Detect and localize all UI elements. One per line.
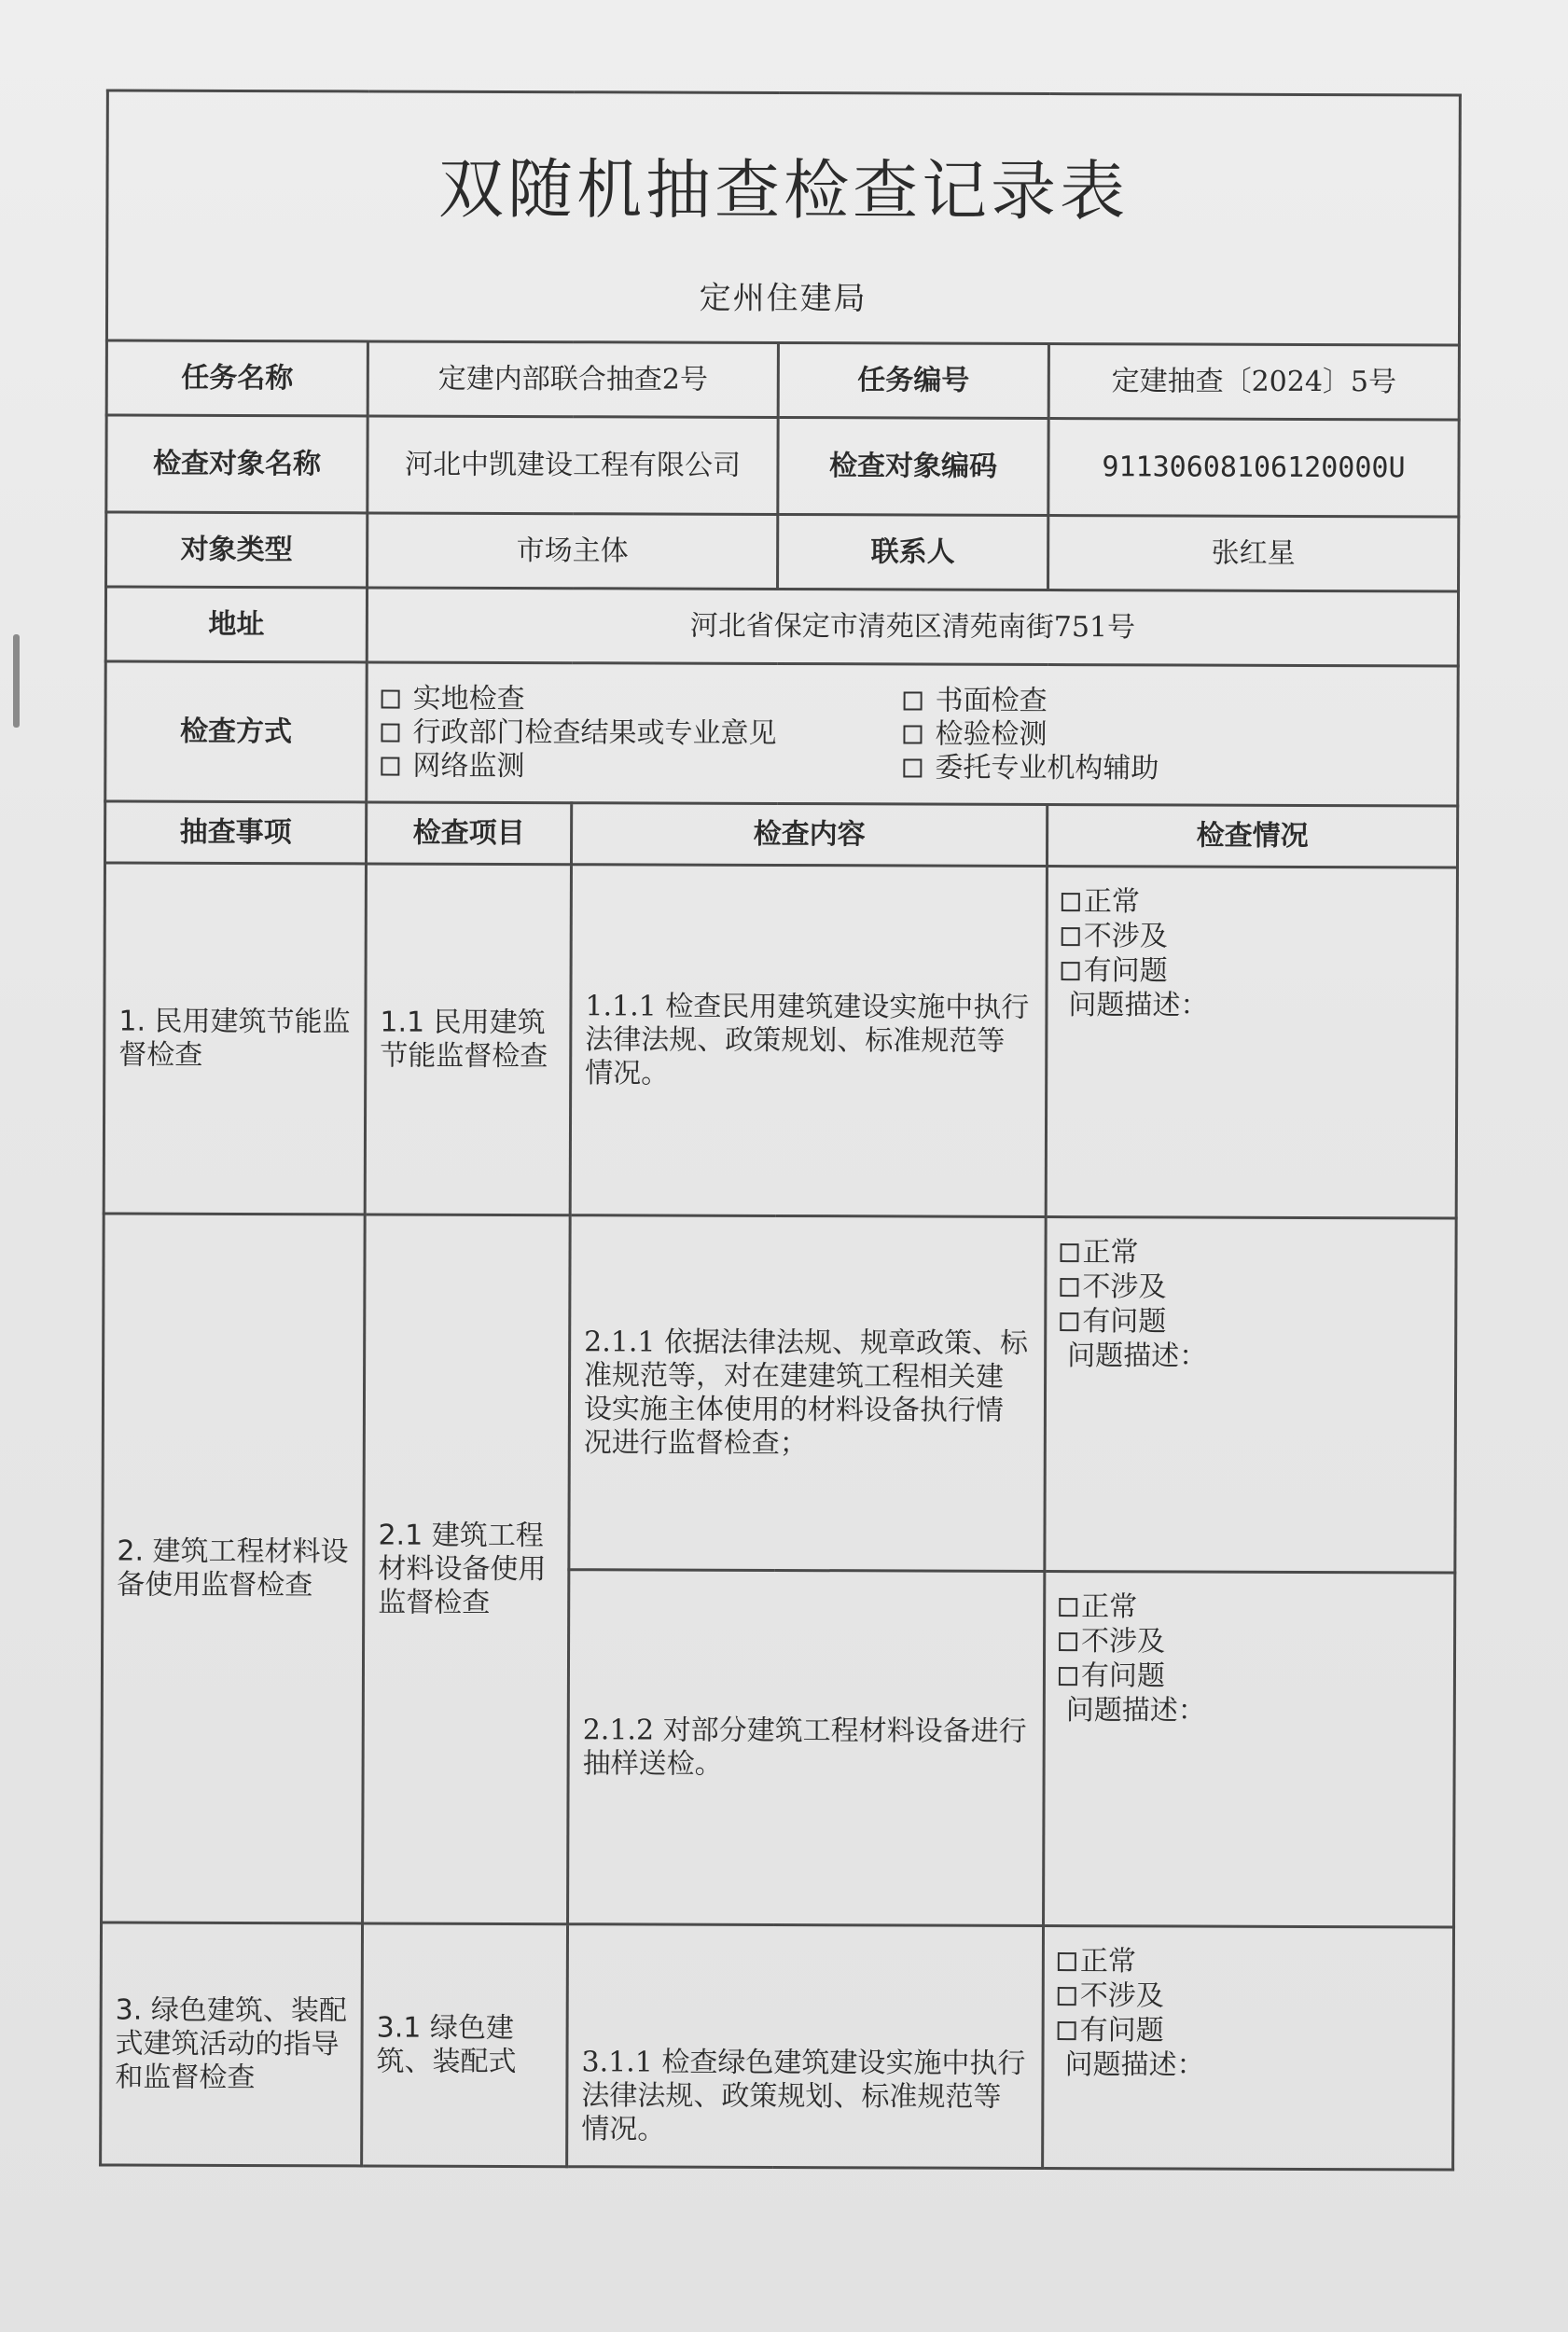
checkbox-icon[interactable] xyxy=(1059,1598,1077,1617)
task-no-label: 任务编号 xyxy=(778,342,1048,418)
document-title: 双随机抽查检查记录表 xyxy=(437,150,1130,229)
table-row xyxy=(101,1923,1454,2170)
target-type-value: 市场主体 xyxy=(368,513,778,590)
project-cell: 1.1 民用建筑节能监督检查 xyxy=(365,864,571,1215)
target-name-value: 河北中凯建设工程有限公司 xyxy=(368,416,778,515)
status-not-applicable[interactable]: 不涉及 xyxy=(1062,919,1443,954)
target-code-value: 91130608106120000U xyxy=(1048,418,1459,517)
checkbox-icon[interactable] xyxy=(904,691,923,710)
matter-cell: 1. 民用建筑节能监督检查 xyxy=(104,863,366,1215)
status-cell xyxy=(1043,1925,1454,2170)
status-normal[interactable]: 正常 xyxy=(1062,884,1443,920)
status-cell xyxy=(1046,866,1457,1218)
checkbox-icon[interactable] xyxy=(1060,1312,1078,1331)
task-name-label: 任务名称 xyxy=(106,340,368,416)
address-label: 地址 xyxy=(105,587,367,662)
status-normal[interactable]: 正常 xyxy=(1059,1589,1440,1625)
problem-description-label: 问题描述： xyxy=(1068,989,1209,1022)
checkbox-icon[interactable] xyxy=(381,757,399,775)
content-cell: 2.1.2 对部分建筑工程材料设备进行抽样送检。 xyxy=(568,1570,1045,1926)
matter-cell: 3. 绿色建筑、装配式建筑活动的指导和监督检查 xyxy=(101,1923,363,2166)
problem-description-label: 问题描述： xyxy=(1067,1340,1208,1373)
status-problem[interactable]: 有问题 xyxy=(1060,1304,1441,1340)
task-name-value: 定建内部联合抽查2号 xyxy=(368,341,778,418)
header-status: 检查情况 xyxy=(1047,804,1457,868)
project-cell: 3.1 绿色建筑、装配式 xyxy=(362,1923,568,2167)
status-not-applicable[interactable]: 不涉及 xyxy=(1059,1624,1440,1659)
table-row xyxy=(104,863,1457,1218)
checkbox-icon[interactable] xyxy=(903,758,922,777)
table-row xyxy=(103,1214,1456,1573)
header-project: 检查项目 xyxy=(366,802,571,865)
checkbox-icon[interactable] xyxy=(382,689,400,708)
checkbox-icon[interactable] xyxy=(1058,1952,1076,1971)
contact-value: 张红星 xyxy=(1048,515,1459,591)
method-option[interactable]: 网络监测 xyxy=(381,749,903,784)
project-cell: 2.1 建筑工程材料设备使用监督检查 xyxy=(363,1215,571,1924)
status-problem[interactable]: 有问题 xyxy=(1059,1659,1440,1694)
inspection-record-form xyxy=(99,89,1462,2171)
target-type-label: 对象类型 xyxy=(106,512,368,588)
inspection-method-options xyxy=(367,662,1459,806)
problem-description-label: 问题描述： xyxy=(1065,1694,1206,1728)
content-cell: 2.1.1 依据法律法规、规章政策、标准规范等，对在建建筑工程相关建设实施主体使用的材料设备执行情况进行监督检查； xyxy=(569,1215,1046,1572)
status-not-applicable[interactable]: 不涉及 xyxy=(1060,1270,1441,1305)
matter-cell: 2. 建筑工程材料设备使用监督检查 xyxy=(102,1214,366,1923)
document-issuer: 定州住建局 xyxy=(699,279,867,317)
form-title-cell xyxy=(106,90,1460,345)
target-name-label: 检查对象名称 xyxy=(106,415,368,513)
checkbox-icon[interactable] xyxy=(903,725,922,743)
method-option[interactable]: 委托专业机构辅助 xyxy=(903,751,1159,785)
checkbox-icon[interactable] xyxy=(1059,1632,1077,1651)
content-cell: 1.1.1 检查民用建筑建设实施中执行法律法规、政策规划、标准规范等情况。 xyxy=(570,865,1047,1217)
method-options-right xyxy=(903,684,1159,785)
contact-label: 联系人 xyxy=(778,514,1048,590)
status-cell xyxy=(1044,1571,1455,1927)
status-not-applicable[interactable]: 不涉及 xyxy=(1058,1978,1439,2014)
task-no-value: 定建抽查〔2024〕5号 xyxy=(1048,343,1459,420)
inspection-method-label: 检查方式 xyxy=(105,661,368,802)
checkbox-icon[interactable] xyxy=(1060,1278,1078,1297)
checkbox-icon[interactable] xyxy=(1058,1987,1076,2006)
header-content: 检查内容 xyxy=(571,803,1047,867)
staple-mark xyxy=(13,634,20,728)
checkbox-icon[interactable] xyxy=(1061,1243,1079,1262)
content-cell: 3.1.1 检查绿色建筑建设实施中执行法律法规、政策规划、标准规范等情况。 xyxy=(567,1924,1044,2169)
status-cell xyxy=(1045,1216,1456,1573)
status-problem[interactable]: 有问题 xyxy=(1062,953,1443,989)
status-normal[interactable]: 正常 xyxy=(1060,1235,1441,1270)
method-option[interactable]: 书面检查 xyxy=(904,684,1159,718)
method-option[interactable]: 实地检查 xyxy=(382,682,904,717)
checkbox-icon[interactable] xyxy=(1062,962,1080,980)
address-value: 河北省保定市清苑区清苑南街751号 xyxy=(367,588,1458,666)
status-problem[interactable]: 有问题 xyxy=(1058,2013,1439,2048)
target-code-label: 检查对象编码 xyxy=(778,417,1048,515)
status-normal[interactable]: 正常 xyxy=(1058,1944,1439,1979)
checkbox-icon[interactable] xyxy=(381,723,399,742)
method-options-left xyxy=(381,682,903,784)
checkbox-icon[interactable] xyxy=(1062,893,1080,911)
method-option[interactable]: 行政部门检查结果或专业意见 xyxy=(381,715,903,751)
problem-description-label: 问题描述： xyxy=(1064,2048,1205,2082)
checkbox-icon[interactable] xyxy=(1058,2021,1076,2040)
checkbox-icon[interactable] xyxy=(1059,1667,1077,1686)
checkbox-icon[interactable] xyxy=(1062,927,1080,946)
header-matter: 抽查事项 xyxy=(104,801,366,864)
method-option[interactable]: 检验检测 xyxy=(903,717,1159,752)
